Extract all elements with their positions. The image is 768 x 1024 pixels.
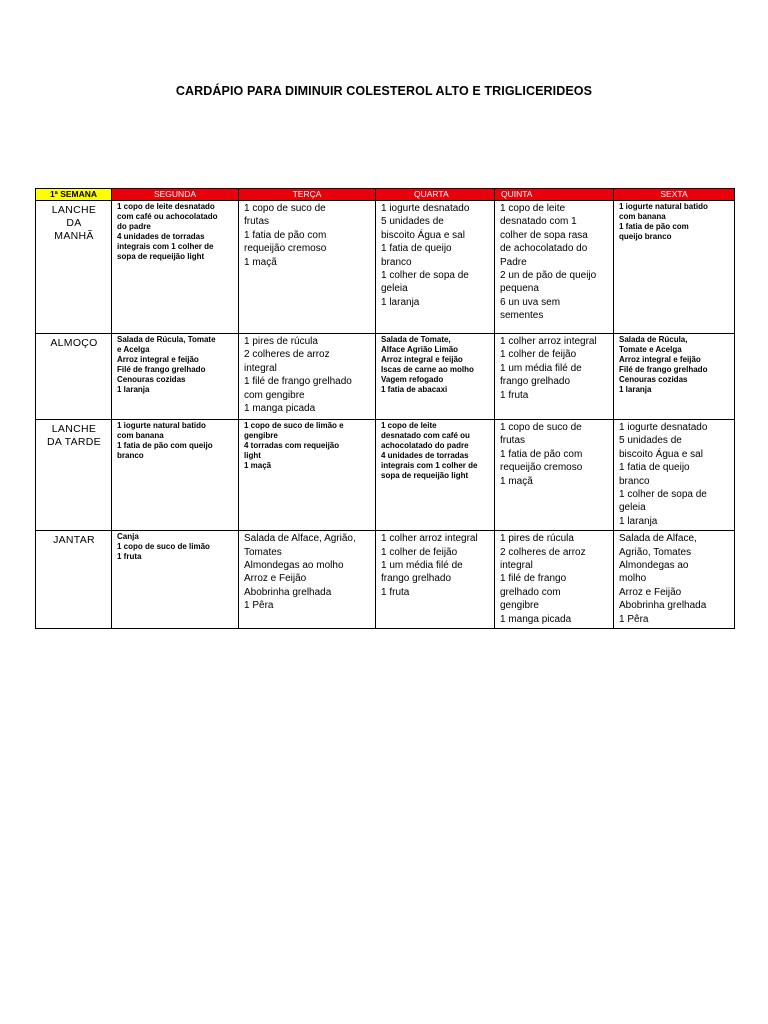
header-day-quarta: QUARTA	[376, 189, 495, 201]
menu-cell: 1 colher arroz integral 1 colher de feijão 1 um média filé de frango grelhado 1 fruta	[495, 334, 614, 420]
meal-label: ALMOÇO	[36, 334, 112, 420]
menu-table	[35, 188, 735, 629]
header-day-quinta: QUINTA	[495, 189, 614, 201]
menu-cell: 1 copo de leite desnatado com café ou achocolatado do padre 4 unidades de torradas integrais com 1 colher de sopa de requeijão light	[112, 201, 239, 334]
menu-cell: 1 colher arroz integral 1 colher de feijão 1 um média filé de frango grelhado 1 fruta	[376, 531, 495, 629]
header-day-sexta: SEXTA	[614, 189, 735, 201]
menu-cell: 1 pires de rúcula 2 colheres de arroz integral 1 filé de frango grelhado com gengibre 1 manga picada	[495, 531, 614, 629]
menu-cell: Salada de Alface, Agrião, Tomates Almondegas ao molho Arroz e Feijão Abobrinha grelhada 1 Pêra	[614, 531, 735, 629]
meal-label: LANCHE DA TARDE	[36, 420, 112, 531]
menu-cell: 1 copo de leite desnatado com café ou achocolatado do padre 4 unidades de torradas integrais com 1 colher de sopa de requeijão light	[376, 420, 495, 531]
header-week: 1ª SEMANA	[36, 189, 112, 201]
menu-cell: Canja 1 copo de suco de limão 1 fruta	[112, 531, 239, 629]
meal-label: JANTAR	[36, 531, 112, 629]
menu-cell: 1 iogurte desnatado 5 unidades de biscoito Água e sal 1 fatia de queijo branco 1 colher de sopa de geleia 1 laranja	[614, 420, 735, 531]
menu-cell: Salada de Rúcula, Tomate e Acelga Arroz integral e feijão Filé de frango grelhado Cenouras cozidas 1 laranja	[112, 334, 239, 420]
menu-cell: 1 copo de leite desnatado com 1 colher de sopa rasa de achocolatado do Padre 2 un de pão de queijo pequena 6 un uva sem sementes	[495, 201, 614, 334]
header-day-segunda: SEGUNDA	[112, 189, 239, 201]
header-day-terca: TERÇA	[239, 189, 376, 201]
menu-cell: 1 copo de suco de frutas 1 fatia de pão com requeijão cremoso 1 maçã	[239, 201, 376, 334]
table-row-lanche-manha	[36, 201, 735, 334]
menu-cell: 1 iogurte desnatado 5 unidades de biscoito Água e sal 1 fatia de queijo branco 1 colher de sopa de geleia 1 laranja	[376, 201, 495, 334]
menu-cell: 1 iogurte natural batido com banana 1 fatia de pão com queijo branco	[112, 420, 239, 531]
menu-cell: 1 iogurte natural batido com banana 1 fatia de pão com queijo branco	[614, 201, 735, 334]
table-row-almoco	[36, 334, 735, 420]
menu-cell: Salada de Alface, Agrião, Tomates Almondegas ao molho Arroz e Feijão Abobrinha grelhada 1 Pêra	[239, 531, 376, 629]
table-header-row	[36, 189, 735, 201]
menu-cell: Salada de Tomate, Alface Agrião Limão Arroz integral e feijão Iscas de carne ao molho Vagem refogado 1 fatia de abacaxi	[376, 334, 495, 420]
menu-cell: 1 pires de rúcula 2 colheres de arroz integral 1 filé de frango grelhado com gengibre 1 manga picada	[239, 334, 376, 420]
menu-cell: 1 copo de suco de frutas 1 fatia de pão com requeijão cremoso 1 maçã	[495, 420, 614, 531]
menu-cell: Salada de Rúcula, Tomate e Acelga Arroz integral e feijão Filé de frango grelhado Cenouras cozidas 1 laranja	[614, 334, 735, 420]
menu-cell: 1 copo de suco de limão e gengibre 4 torradas com requeijão light 1 maçã	[239, 420, 376, 531]
table-row-lanche-tarde	[36, 420, 735, 531]
meal-label: LANCHE DA MANHÃ	[36, 201, 112, 334]
page-title: CARDÁPIO PARA DIMINUIR COLESTEROL ALTO E TRIGLICERIDEOS	[175, 84, 593, 98]
table-row-jantar	[36, 531, 735, 629]
